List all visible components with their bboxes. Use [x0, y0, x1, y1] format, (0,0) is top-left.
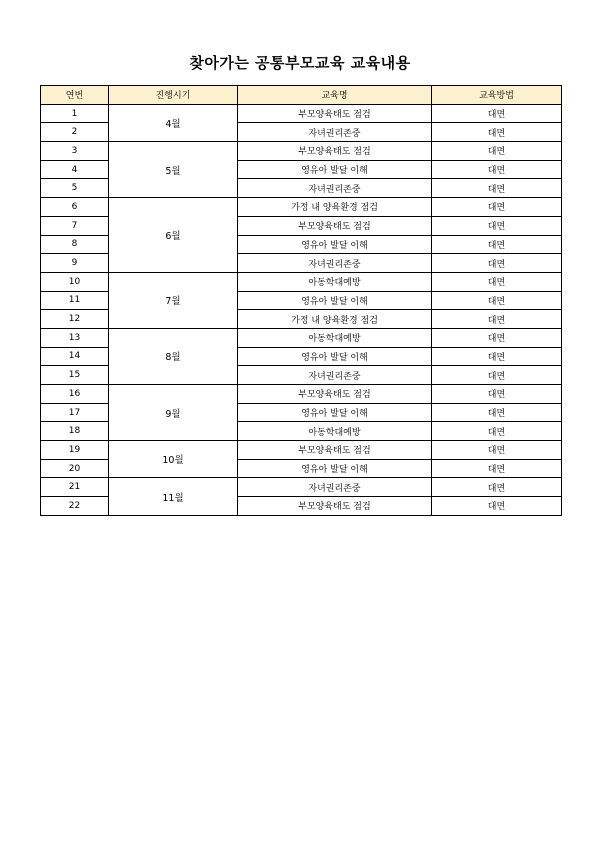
row-method: 대면	[432, 328, 562, 347]
row-method: 대면	[432, 441, 562, 460]
row-number: 12	[41, 310, 109, 329]
row-course-name: 영유아 발달 이해	[238, 459, 432, 478]
row-period: 10월	[109, 441, 238, 478]
row-course-name: 자녀권리존중	[238, 123, 432, 142]
row-course-name: 영유아 발달 이해	[238, 160, 432, 179]
header-method: 교육방법	[432, 86, 562, 105]
row-period: 7월	[109, 272, 238, 328]
row-number: 3	[41, 142, 109, 161]
row-number: 4	[41, 160, 109, 179]
row-course-name: 자녀권리존중	[238, 366, 432, 385]
row-number: 1	[41, 104, 109, 123]
row-method: 대면	[432, 123, 562, 142]
table-body	[41, 104, 562, 515]
row-number: 13	[41, 328, 109, 347]
header-course-name: 교육명	[238, 86, 432, 105]
row-course-name: 아동학대예방	[238, 328, 432, 347]
row-method: 대면	[432, 459, 562, 478]
row-course-name: 자녀권리존중	[238, 478, 432, 497]
row-number: 21	[41, 478, 109, 497]
table-header-row	[41, 86, 562, 105]
row-method: 대면	[432, 310, 562, 329]
row-course-name: 가정 내 양육환경 점검	[238, 198, 432, 217]
table-row	[41, 441, 562, 460]
row-number: 22	[41, 497, 109, 516]
row-method: 대면	[432, 347, 562, 366]
row-course-name: 부모양육태도 점검	[238, 142, 432, 161]
page-title: 찾아가는 공통부모교육 교육내용	[189, 54, 411, 72]
row-course-name: 부모양육태도 점검	[238, 497, 432, 516]
row-period: 9월	[109, 385, 238, 441]
row-method: 대면	[432, 179, 562, 198]
row-method: 대면	[432, 422, 562, 441]
row-course-name: 영유아 발달 이해	[238, 291, 432, 310]
header-period: 진행시기	[109, 86, 238, 105]
row-number: 15	[41, 366, 109, 385]
row-method: 대면	[432, 104, 562, 123]
row-method: 대면	[432, 235, 562, 254]
table-row	[41, 478, 562, 497]
row-method: 대면	[432, 142, 562, 161]
row-number: 14	[41, 347, 109, 366]
row-course-name: 아동학대예방	[238, 422, 432, 441]
row-course-name: 부모양육태도 점검	[238, 385, 432, 404]
row-method: 대면	[432, 216, 562, 235]
table-row	[41, 385, 562, 404]
row-number: 18	[41, 422, 109, 441]
row-number: 5	[41, 179, 109, 198]
row-number: 17	[41, 403, 109, 422]
row-number: 9	[41, 254, 109, 273]
row-number: 20	[41, 459, 109, 478]
row-method: 대면	[432, 254, 562, 273]
row-period: 4월	[109, 104, 238, 141]
row-course-name: 부모양육태도 점검	[238, 104, 432, 123]
row-course-name: 자녀권리존중	[238, 179, 432, 198]
row-method: 대면	[432, 403, 562, 422]
row-method: 대면	[432, 272, 562, 291]
education-table	[40, 85, 562, 516]
row-number: 16	[41, 385, 109, 404]
row-method: 대면	[432, 478, 562, 497]
row-period: 8월	[109, 328, 238, 384]
header-number: 연번	[41, 86, 109, 105]
table-row	[41, 272, 562, 291]
table-row	[41, 328, 562, 347]
row-course-name: 영유아 발달 이해	[238, 235, 432, 254]
row-period: 11월	[109, 478, 238, 515]
table-row	[41, 198, 562, 217]
table-row	[41, 104, 562, 123]
row-number: 7	[41, 216, 109, 235]
row-method: 대면	[432, 160, 562, 179]
row-method: 대면	[432, 385, 562, 404]
row-method: 대면	[432, 291, 562, 310]
row-course-name: 부모양육태도 점검	[238, 216, 432, 235]
row-method: 대면	[432, 198, 562, 217]
row-course-name: 영유아 발달 이해	[238, 347, 432, 366]
row-course-name: 자녀권리존중	[238, 254, 432, 273]
row-number: 19	[41, 441, 109, 460]
row-course-name: 부모양육태도 점검	[238, 441, 432, 460]
row-method: 대면	[432, 497, 562, 516]
row-period: 5월	[109, 142, 238, 198]
row-number: 11	[41, 291, 109, 310]
row-number: 8	[41, 235, 109, 254]
table-row	[41, 142, 562, 161]
row-number: 2	[41, 123, 109, 142]
row-course-name: 영유아 발달 이해	[238, 403, 432, 422]
row-course-name: 아동학대예방	[238, 272, 432, 291]
row-period: 6월	[109, 198, 238, 273]
row-number: 6	[41, 198, 109, 217]
row-course-name: 가정 내 양육환경 점검	[238, 310, 432, 329]
row-number: 10	[41, 272, 109, 291]
row-method: 대면	[432, 366, 562, 385]
